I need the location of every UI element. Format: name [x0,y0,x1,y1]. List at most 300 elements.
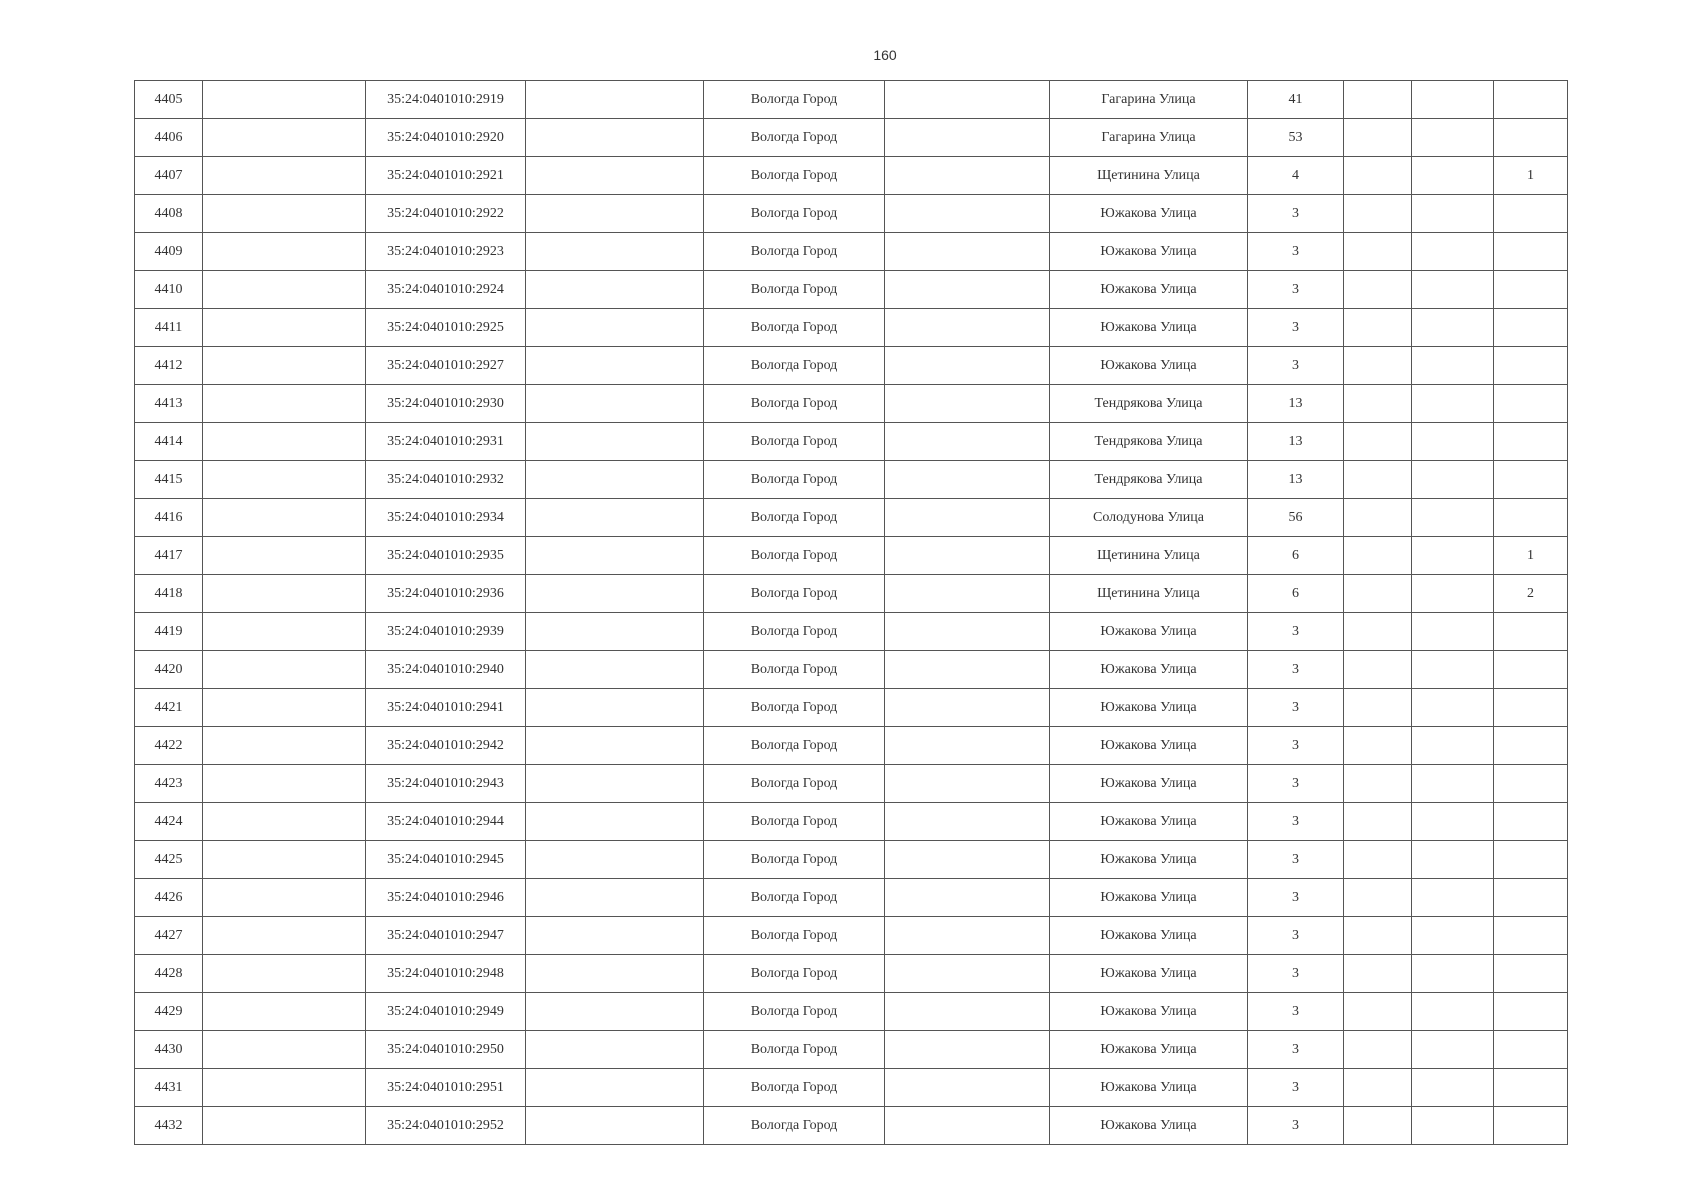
cell-city: Вологда Город [704,1107,885,1145]
cell-cadastral-number: 35:24:0401010:2952 [366,1107,526,1145]
cell-empty [885,423,1050,461]
cell-empty [203,613,366,651]
cell-cadastral-number: 35:24:0401010:2924 [366,271,526,309]
table-row [135,119,1568,157]
cell-cadastral-number: 35:24:0401010:2942 [366,727,526,765]
cell-empty [203,461,366,499]
cell-record-number: 4430 [135,1031,203,1069]
cell-street: Южакова Улица [1050,651,1248,689]
cell-empty [203,385,366,423]
cell-cadastral-number: 35:24:0401010:2944 [366,803,526,841]
cell-cadastral-number: 35:24:0401010:2930 [366,385,526,423]
cell-apartment-number [1494,195,1568,233]
cell-record-number: 4424 [135,803,203,841]
cell-street: Южакова Улица [1050,993,1248,1031]
table-row [135,651,1568,689]
cell-empty [1412,841,1494,879]
cell-house-number: 56 [1248,499,1344,537]
cell-empty [1412,499,1494,537]
cell-record-number: 4405 [135,81,203,119]
cell-empty [885,841,1050,879]
table-row [135,309,1568,347]
cell-empty [526,499,704,537]
cell-street: Тендрякова Улица [1050,423,1248,461]
cell-empty [1412,271,1494,309]
table-row [135,271,1568,309]
cell-empty [885,157,1050,195]
cell-street: Южакова Улица [1050,271,1248,309]
cell-house-number: 3 [1248,955,1344,993]
cell-empty [526,575,704,613]
cell-house-number: 3 [1248,1069,1344,1107]
cell-empty [1344,1069,1412,1107]
cell-empty [885,461,1050,499]
cell-city: Вологда Город [704,385,885,423]
cell-empty [526,423,704,461]
cell-empty [203,993,366,1031]
cell-cadastral-number: 35:24:0401010:2949 [366,993,526,1031]
cell-cadastral-number: 35:24:0401010:2923 [366,233,526,271]
cell-street: Южакова Улица [1050,727,1248,765]
table-row [135,727,1568,765]
cell-apartment-number [1494,1107,1568,1145]
table-body [135,81,1568,1145]
cell-empty [1412,879,1494,917]
cell-city: Вологда Город [704,537,885,575]
cell-empty [1412,993,1494,1031]
cell-empty [203,233,366,271]
cell-house-number: 53 [1248,119,1344,157]
cell-street: Южакова Улица [1050,233,1248,271]
cell-empty [526,347,704,385]
table-row [135,689,1568,727]
cell-apartment-number [1494,309,1568,347]
cell-apartment-number [1494,1069,1568,1107]
cell-record-number: 4409 [135,233,203,271]
cell-empty [526,233,704,271]
cell-empty [1412,651,1494,689]
cell-apartment-number [1494,879,1568,917]
table-row [135,841,1568,879]
cell-street: Южакова Улица [1050,955,1248,993]
cell-apartment-number [1494,81,1568,119]
cell-apartment-number [1494,385,1568,423]
cell-street: Южакова Улица [1050,765,1248,803]
cell-apartment-number [1494,917,1568,955]
table-row [135,917,1568,955]
cell-city: Вологда Город [704,309,885,347]
cell-city: Вологда Город [704,119,885,157]
cell-record-number: 4415 [135,461,203,499]
cell-street: Тендрякова Улица [1050,385,1248,423]
cell-empty [203,423,366,461]
cell-apartment-number [1494,993,1568,1031]
cell-city: Вологда Город [704,727,885,765]
cell-cadastral-number: 35:24:0401010:2921 [366,157,526,195]
cell-cadastral-number: 35:24:0401010:2948 [366,955,526,993]
cell-street: Щетинина Улица [1050,537,1248,575]
cell-cadastral-number: 35:24:0401010:2939 [366,613,526,651]
cell-empty [526,1069,704,1107]
table-row [135,1107,1568,1145]
cell-empty [1412,233,1494,271]
cell-cadastral-number: 35:24:0401010:2951 [366,1069,526,1107]
cell-record-number: 4431 [135,1069,203,1107]
cell-empty [1344,803,1412,841]
cell-empty [1344,651,1412,689]
cell-empty [1412,613,1494,651]
cell-empty [1412,727,1494,765]
table-row [135,575,1568,613]
cell-city: Вологда Город [704,271,885,309]
cell-empty [203,195,366,233]
table-row [135,461,1568,499]
cell-empty [1344,271,1412,309]
cell-empty [526,841,704,879]
cell-record-number: 4408 [135,195,203,233]
cell-city: Вологда Город [704,81,885,119]
cell-house-number: 13 [1248,461,1344,499]
cell-apartment-number [1494,955,1568,993]
cell-record-number: 4410 [135,271,203,309]
cell-city: Вологда Город [704,841,885,879]
cell-record-number: 4414 [135,423,203,461]
cell-empty [526,309,704,347]
cell-empty [1344,423,1412,461]
cell-cadastral-number: 35:24:0401010:2947 [366,917,526,955]
cell-house-number: 6 [1248,537,1344,575]
cell-empty [885,1031,1050,1069]
cell-empty [1344,233,1412,271]
cell-cadastral-number: 35:24:0401010:2935 [366,537,526,575]
cell-empty [1412,803,1494,841]
cell-apartment-number: 2 [1494,575,1568,613]
cell-city: Вологда Город [704,347,885,385]
cell-house-number: 3 [1248,803,1344,841]
cell-cadastral-number: 35:24:0401010:2934 [366,499,526,537]
cell-empty [203,1069,366,1107]
cell-empty [1412,689,1494,727]
cell-record-number: 4406 [135,119,203,157]
cell-record-number: 4411 [135,309,203,347]
cell-empty [885,955,1050,993]
cell-cadastral-number: 35:24:0401010:2950 [366,1031,526,1069]
cell-empty [203,347,366,385]
cell-house-number: 3 [1248,233,1344,271]
cell-house-number: 3 [1248,613,1344,651]
cell-record-number: 4427 [135,917,203,955]
cell-city: Вологда Город [704,157,885,195]
cell-apartment-number [1494,233,1568,271]
cell-house-number: 3 [1248,309,1344,347]
cell-apartment-number [1494,1031,1568,1069]
cell-empty [203,689,366,727]
cell-empty [1344,461,1412,499]
cell-house-number: 3 [1248,689,1344,727]
cell-empty [526,81,704,119]
cell-empty [526,613,704,651]
cell-apartment-number [1494,461,1568,499]
table-row [135,613,1568,651]
table-row [135,765,1568,803]
cell-street: Тендрякова Улица [1050,461,1248,499]
cell-street: Южакова Улица [1050,841,1248,879]
cell-house-number: 41 [1248,81,1344,119]
cell-cadastral-number: 35:24:0401010:2920 [366,119,526,157]
cell-house-number: 3 [1248,651,1344,689]
table-row [135,81,1568,119]
cell-empty [885,689,1050,727]
table-row [135,195,1568,233]
cell-empty [1412,119,1494,157]
cell-cadastral-number: 35:24:0401010:2945 [366,841,526,879]
cell-apartment-number [1494,765,1568,803]
cell-empty [885,993,1050,1031]
cell-cadastral-number: 35:24:0401010:2940 [366,651,526,689]
cell-empty [526,271,704,309]
cell-cadastral-number: 35:24:0401010:2931 [366,423,526,461]
cell-empty [526,993,704,1031]
cell-empty [1412,917,1494,955]
cell-cadastral-number: 35:24:0401010:2936 [366,575,526,613]
table-row [135,347,1568,385]
cell-cadastral-number: 35:24:0401010:2943 [366,765,526,803]
cell-apartment-number [1494,841,1568,879]
table-row [135,385,1568,423]
cell-apartment-number [1494,651,1568,689]
cell-empty [1344,81,1412,119]
cell-empty [203,157,366,195]
cell-empty [1412,347,1494,385]
cell-empty [1344,195,1412,233]
cell-record-number: 4421 [135,689,203,727]
cell-empty [1344,727,1412,765]
cell-empty [885,651,1050,689]
cell-empty [526,119,704,157]
cell-empty [885,195,1050,233]
cell-empty [1344,157,1412,195]
cell-empty [885,499,1050,537]
cell-record-number: 4407 [135,157,203,195]
cell-empty [1412,309,1494,347]
cell-street: Южакова Улица [1050,347,1248,385]
table-row [135,1069,1568,1107]
cell-street: Южакова Улица [1050,195,1248,233]
cell-city: Вологда Город [704,955,885,993]
cell-empty [1412,461,1494,499]
cell-street: Южакова Улица [1050,613,1248,651]
cell-empty [1412,1031,1494,1069]
cell-apartment-number [1494,271,1568,309]
cell-city: Вологда Город [704,917,885,955]
cell-empty [1412,765,1494,803]
cell-city: Вологда Город [704,423,885,461]
cell-empty [203,537,366,575]
cell-empty [1344,841,1412,879]
cell-empty [885,803,1050,841]
cell-empty [1344,765,1412,803]
cell-empty [1344,955,1412,993]
table-row [135,803,1568,841]
cell-cadastral-number: 35:24:0401010:2932 [366,461,526,499]
cell-record-number: 4426 [135,879,203,917]
cell-city: Вологда Город [704,651,885,689]
cell-record-number: 4418 [135,575,203,613]
cell-empty [1344,879,1412,917]
cell-empty [203,119,366,157]
cell-street: Южакова Улица [1050,917,1248,955]
cell-record-number: 4432 [135,1107,203,1145]
cell-empty [203,803,366,841]
cell-apartment-number [1494,423,1568,461]
table-row [135,993,1568,1031]
table-row [135,233,1568,271]
cell-empty [203,765,366,803]
page-number: 160 [873,47,897,63]
cell-record-number: 4420 [135,651,203,689]
table-row [135,955,1568,993]
cell-apartment-number [1494,119,1568,157]
cell-empty [526,727,704,765]
cell-empty [1412,575,1494,613]
cell-empty [526,1107,704,1145]
table-row [135,537,1568,575]
cell-city: Вологда Город [704,195,885,233]
cell-cadastral-number: 35:24:0401010:2946 [366,879,526,917]
cell-empty [885,575,1050,613]
cell-empty [203,841,366,879]
cell-street: Южакова Улица [1050,1107,1248,1145]
cell-empty [885,119,1050,157]
cell-apartment-number [1494,689,1568,727]
cell-house-number: 3 [1248,347,1344,385]
cell-empty [1344,613,1412,651]
cell-record-number: 4417 [135,537,203,575]
cell-city: Вологда Город [704,1031,885,1069]
cell-apartment-number: 1 [1494,157,1568,195]
cell-street: Южакова Улица [1050,803,1248,841]
cell-street: Южакова Улица [1050,1031,1248,1069]
cell-empty [1344,575,1412,613]
cell-empty [203,727,366,765]
cell-empty [885,879,1050,917]
cell-record-number: 4413 [135,385,203,423]
cell-street: Гагарина Улица [1050,119,1248,157]
cell-empty [526,1031,704,1069]
cell-record-number: 4429 [135,993,203,1031]
cell-empty [203,309,366,347]
cell-house-number: 4 [1248,157,1344,195]
cell-house-number: 3 [1248,195,1344,233]
cell-record-number: 4423 [135,765,203,803]
cell-empty [885,81,1050,119]
cell-record-number: 4428 [135,955,203,993]
cell-empty [526,689,704,727]
cell-empty [203,81,366,119]
cell-empty [203,575,366,613]
cell-record-number: 4419 [135,613,203,651]
cell-apartment-number [1494,347,1568,385]
cell-empty [526,651,704,689]
cell-apartment-number [1494,499,1568,537]
cell-house-number: 3 [1248,1107,1344,1145]
cell-apartment-number [1494,727,1568,765]
cell-cadastral-number: 35:24:0401010:2927 [366,347,526,385]
cell-empty [885,727,1050,765]
cell-empty [885,765,1050,803]
cell-empty [1412,1107,1494,1145]
cell-city: Вологда Город [704,879,885,917]
cell-empty [885,1069,1050,1107]
cell-empty [1344,917,1412,955]
cell-city: Вологда Город [704,765,885,803]
cell-record-number: 4412 [135,347,203,385]
cell-empty [1412,157,1494,195]
cell-street: Гагарина Улица [1050,81,1248,119]
cell-house-number: 3 [1248,993,1344,1031]
cell-empty [885,1107,1050,1145]
cell-empty [203,955,366,993]
cell-empty [526,803,704,841]
cell-cadastral-number: 35:24:0401010:2925 [366,309,526,347]
cell-record-number: 4422 [135,727,203,765]
cell-city: Вологда Город [704,461,885,499]
cell-empty [1344,309,1412,347]
cell-street: Щетинина Улица [1050,157,1248,195]
cell-record-number: 4416 [135,499,203,537]
cell-empty [526,765,704,803]
cell-empty [1344,537,1412,575]
cell-empty [885,347,1050,385]
cell-street: Южакова Улица [1050,309,1248,347]
cell-apartment-number [1494,613,1568,651]
cell-house-number: 3 [1248,727,1344,765]
table-row [135,879,1568,917]
cell-house-number: 3 [1248,1031,1344,1069]
cell-city: Вологда Город [704,499,885,537]
cell-empty [1344,689,1412,727]
cell-empty [526,385,704,423]
cell-city: Вологда Город [704,689,885,727]
cell-empty [1412,1069,1494,1107]
cell-apartment-number: 1 [1494,537,1568,575]
table-row [135,499,1568,537]
cell-empty [526,461,704,499]
cell-cadastral-number: 35:24:0401010:2922 [366,195,526,233]
cell-city: Вологда Город [704,575,885,613]
cell-empty [885,233,1050,271]
cell-empty [526,917,704,955]
cell-empty [1344,993,1412,1031]
cell-empty [203,651,366,689]
cell-city: Вологда Город [704,993,885,1031]
cell-empty [885,309,1050,347]
cell-empty [1344,1107,1412,1145]
cell-empty [1412,423,1494,461]
cell-city: Вологда Город [704,803,885,841]
cell-empty [526,879,704,917]
cell-house-number: 3 [1248,271,1344,309]
cell-empty [1344,499,1412,537]
cell-empty [1344,347,1412,385]
cell-empty [203,879,366,917]
cell-empty [1344,1031,1412,1069]
cell-street: Южакова Улица [1050,1069,1248,1107]
cell-empty [885,917,1050,955]
cell-house-number: 3 [1248,879,1344,917]
cell-house-number: 3 [1248,917,1344,955]
cell-empty [203,271,366,309]
